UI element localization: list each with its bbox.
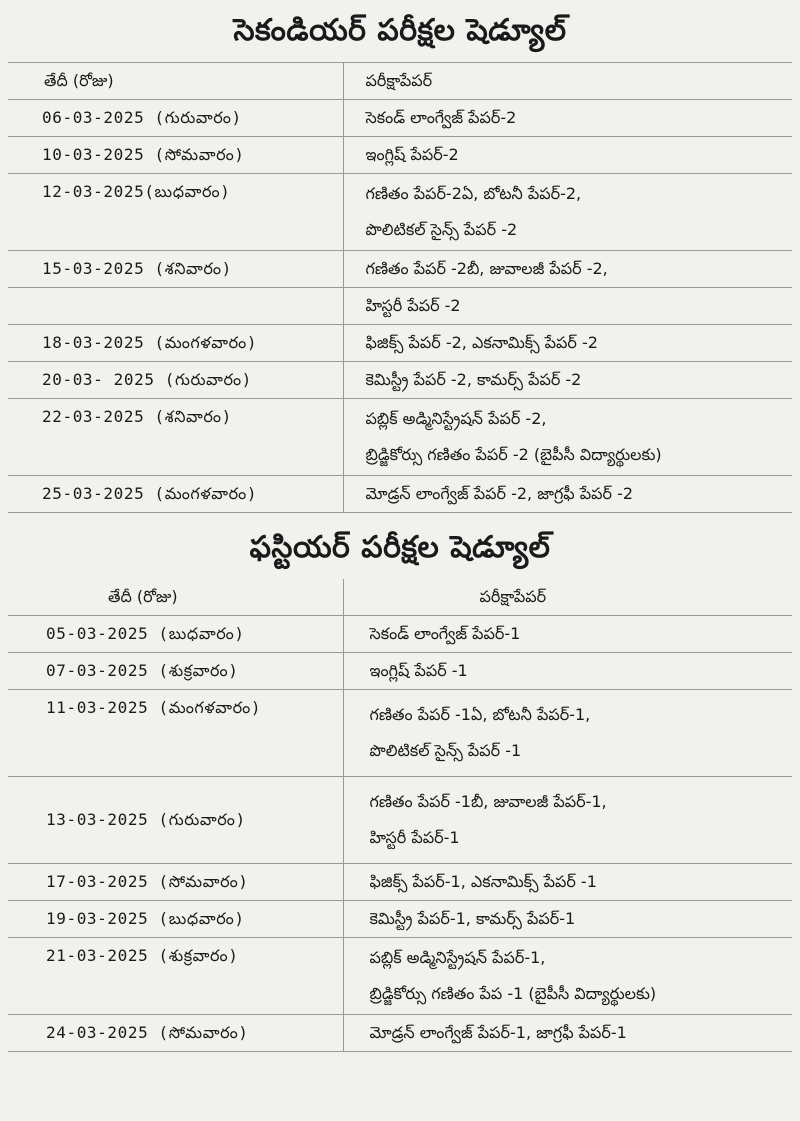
exam-paper: కెమిస్ట్రీ పేపర్ -2, కామర్స్ పేపర్ -2: [343, 362, 792, 399]
exam-paper-line: బ్రిడ్జికోర్సు గణితం పేపర్ -2 (బైపీసీ విద్యార్థులకు): [365, 445, 662, 464]
table-row: [8, 174, 792, 251]
table-row: [8, 690, 792, 777]
table-header-row: [8, 63, 792, 100]
paper-column-header: పరీక్షాపేపర్: [343, 579, 792, 616]
table-row: [8, 288, 792, 325]
exam-date: 12-03-2025(బుధవారం): [8, 174, 343, 251]
exam-paper-line: గణితం పేపర్ -1బీ, జువాలజీ పేపర్-1,: [369, 792, 607, 811]
table-row: [8, 1015, 792, 1052]
exam-date: 11-03-2025 (మంగళవారం): [8, 690, 343, 777]
paper-column-header: పరీక్షాపేపర్: [343, 63, 792, 100]
exam-paper: ఇంగ్లిష్ పేపర్-2: [343, 137, 792, 174]
exam-paper: గణితం పేపర్ -2బీ, జువాలజీ పేపర్ -2,: [343, 251, 792, 288]
table-row: [8, 616, 792, 653]
table-row: [8, 137, 792, 174]
exam-paper: [343, 690, 792, 777]
exam-date: 21-03-2025 (శుక్రవారం): [8, 938, 343, 1015]
exam-paper: ఇంగ్లిష్ పేపర్ -1: [343, 653, 792, 690]
table-row: [8, 476, 792, 513]
exam-paper: [343, 938, 792, 1015]
table-row: [8, 777, 792, 864]
exam-date: 06-03-2025 (గురువారం): [8, 100, 343, 137]
first-year-table-body: [8, 579, 792, 1052]
exam-paper: కెమిస్ట్రీ పేపర్-1, కామర్స్ పేపర్-1: [343, 901, 792, 938]
table-row: [8, 251, 792, 288]
exam-date: 18-03-2025 (మంగళవారం): [8, 325, 343, 362]
exam-paper: హిస్టరీ పేపర్ -2: [343, 288, 792, 325]
exam-paper: ఫిజిక్స్ పేపర్-1, ఎకనామిక్స్ పేపర్ -1: [343, 864, 792, 901]
exam-date: 05-03-2025 (బుధవారం): [8, 616, 343, 653]
table-header-row: [8, 579, 792, 616]
exam-paper: [343, 174, 792, 251]
exam-date: 24-03-2025 (సోమవారం): [8, 1015, 343, 1052]
table-row: [8, 325, 792, 362]
exam-paper-line: గణితం పేపర్ -1ఏ, బోటనీ పేపర్-1,: [369, 705, 591, 724]
exam-paper-line: పబ్లిక్ అడ్మినిస్ట్రేషన్ పేపర్-1,: [369, 948, 546, 967]
exam-paper: మోడ్రన్ లాంగ్వేజ్ పేపర్ -2, జాగ్రఫీ పేపర్ -2: [343, 476, 792, 513]
table-row: [8, 399, 792, 476]
table-row: [8, 864, 792, 901]
table-row: [8, 100, 792, 137]
exam-paper: సెకండ్ లాంగ్వేజ్ పేపర్-1: [343, 616, 792, 653]
exam-paper-line: బ్రిడ్జికోర్సు గణితం పేప -1 (బైపీసీ విద్యార్థులకు): [369, 984, 657, 1003]
exam-paper: సెకండ్ లాంగ్వేజ్ పేపర్-2: [343, 100, 792, 137]
exam-paper: [343, 399, 792, 476]
table-row: [8, 362, 792, 399]
date-column-header: తేదీ (రోజు): [8, 579, 343, 616]
first-year-title: ఫస్టియర్ పరీక్షల షెడ్యూల్: [249, 530, 551, 565]
table-row: [8, 653, 792, 690]
exam-paper-line: హిస్టరీ పేపర్-1: [369, 828, 460, 847]
exam-date: 15-03-2025 (శనివారం): [8, 251, 343, 288]
exam-date: 13-03-2025 (గురువారం): [8, 777, 343, 864]
exam-paper: మోడ్రన్ లాంగ్వేజ్ పేపర్-1, జాగ్రఫీ పేపర్-1: [343, 1015, 792, 1052]
second-year-title: సెకండియర్ పరీక్షల షెడ్యూల్: [233, 13, 567, 48]
exam-paper-line: పొలిటికల్ సైన్స్ పేపర్ -1: [369, 741, 522, 760]
exam-date: 10-03-2025 (సోమవారం): [8, 137, 343, 174]
exam-paper-line: పబ్లిక్ అడ్మినిస్ట్రేషన్ పేపర్ -2,: [365, 409, 547, 428]
exam-paper-line: పొలిటికల్ సైన్స్ పేపర్ -2: [365, 220, 518, 239]
exam-date: 07-03-2025 (శుక్రవారం): [8, 653, 343, 690]
exam-date: 22-03-2025 (శనివారం): [8, 399, 343, 476]
first-year-schedule-table: [8, 579, 792, 1052]
exam-date: 20-03- 2025 (గురువారం): [8, 362, 343, 399]
exam-date: [8, 288, 343, 325]
second-year-schedule-table: [8, 62, 792, 513]
table-row: [8, 938, 792, 1015]
exam-paper-line: గణితం పేపర్-2ఏ, బోటనీ పేపర్-2,: [365, 184, 582, 203]
table-row: [8, 901, 792, 938]
exam-date: 19-03-2025 (బుధవారం): [8, 901, 343, 938]
exam-date: 17-03-2025 (సోమవారం): [8, 864, 343, 901]
second-year-table-body: [8, 63, 792, 513]
date-column-header: తేదీ (రోజు): [8, 63, 343, 100]
exam-date: 25-03-2025 (మంగళవారం): [8, 476, 343, 513]
exam-paper: [343, 777, 792, 864]
exam-paper: ఫిజిక్స్ పేపర్ -2, ఎకనామిక్స్ పేపర్ -2: [343, 325, 792, 362]
